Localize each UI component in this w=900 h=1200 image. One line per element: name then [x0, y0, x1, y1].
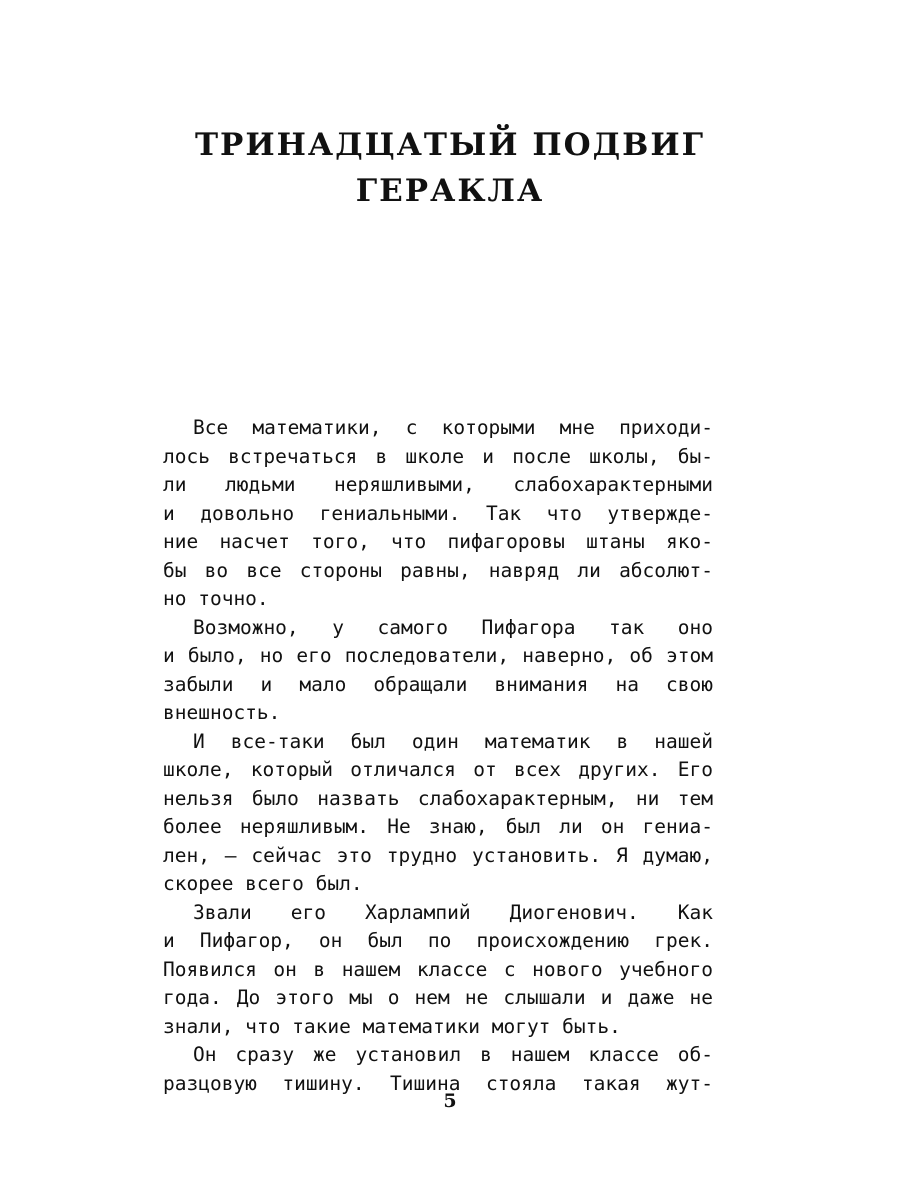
- text-line: но точно.: [163, 587, 269, 610]
- text-line: нельзя было назвать слабохарактерным, ни тем: [163, 786, 713, 810]
- text-line: лось встречаться в школе и после школы, бы-: [163, 444, 713, 468]
- page-number: 5: [443, 1090, 457, 1112]
- paragraph: [163, 614, 713, 728]
- chapter-title-line-2: ГЕРАКЛА: [355, 173, 545, 209]
- text-line: ли людьми неряшливыми, слабохарактерными: [163, 473, 713, 496]
- text-line: забыли и мало обращали внимания на свою: [163, 672, 713, 696]
- text-line: более неряшливым. Не знаю, был ли он гениа-: [163, 815, 713, 838]
- text-line: разцовую тишину. Тишина стояла такая жут-: [163, 1071, 713, 1095]
- text-line: бы во все стороны равны, навряд ли абсолют-: [163, 558, 713, 582]
- chapter-title: [0, 122, 900, 214]
- text-line: Звали его Харлампий Диогенович. Как: [193, 900, 713, 924]
- text-line: ние насчет того, что пифагоровы штаны яко-: [163, 530, 713, 553]
- text-line: знали, что такие математики могут быть.: [163, 1014, 621, 1038]
- text-line: внешность.: [163, 701, 281, 724]
- text-line: и было, но его последователи, наверно, об этом: [163, 644, 713, 667]
- text-line: скорее всего был.: [163, 872, 363, 895]
- text-line: года. До этого мы о нем не слышали и даже не: [163, 986, 713, 1009]
- paragraph: [163, 899, 713, 1042]
- text-line: школе, который отличался от всех других. Его: [163, 758, 713, 781]
- text-line: и довольно гениальными. Так что утвержде-: [163, 501, 713, 525]
- text-line: и Пифагор, он был по происхождению грек.: [163, 929, 713, 952]
- text-line: Появился он в нашем классе с нового учебного: [163, 957, 713, 981]
- text-line: Он сразу же установил в нашем классе об-: [193, 1043, 713, 1066]
- body-text: [163, 414, 713, 1098]
- text-line: Возможно, у самого Пифагора так оно: [193, 615, 713, 639]
- text-line: И все-таки был один математик в нашей: [193, 729, 713, 753]
- paragraph: [163, 414, 713, 614]
- chapter-title-line-1: ТРИНАДЦАТЫЙ ПОДВИГ: [194, 127, 706, 163]
- text-line: Все математики, с которыми мне приходи-: [193, 416, 713, 439]
- paragraph: [163, 728, 713, 899]
- text-line: лен, — сейчас это трудно установить. Я думаю,: [163, 843, 713, 867]
